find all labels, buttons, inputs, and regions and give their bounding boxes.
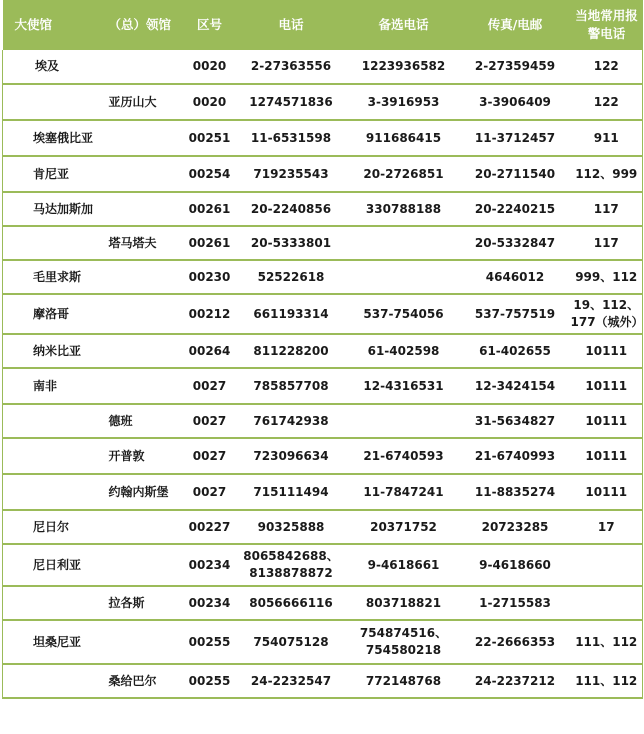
cell-area-code: 0020	[185, 84, 235, 120]
table-row	[3, 226, 643, 260]
cell-area-code: 00251	[185, 120, 235, 156]
cell-embassy: 尼日尔	[3, 510, 101, 544]
header-phone: 电话	[235, 0, 348, 50]
cell-alt-phone: 1223936582	[348, 50, 460, 84]
cell-embassy: 马达加斯加	[3, 192, 101, 226]
cell-fax-email: 21-6740993	[460, 438, 571, 474]
cell-fax-email: 61-402655	[460, 334, 571, 368]
cell-area-code: 00261	[185, 226, 235, 260]
cell-consulate	[101, 510, 185, 544]
cell-consulate: 约翰内斯堡	[101, 474, 185, 510]
cell-police: 10111	[571, 334, 643, 368]
cell-consulate	[101, 120, 185, 156]
cell-fax-email: 20-2240215	[460, 192, 571, 226]
cell-police: 122	[571, 50, 643, 84]
cell-consulate: 桑给巴尔	[101, 664, 185, 698]
table-row	[3, 664, 643, 698]
cell-fax-email: 11-8835274	[460, 474, 571, 510]
cell-police: 999、112	[571, 260, 643, 294]
header-row	[3, 0, 643, 50]
cell-phone: 719235543	[235, 156, 348, 192]
cell-area-code: 0027	[185, 438, 235, 474]
cell-area-code: 00234	[185, 544, 235, 586]
cell-police: 117	[571, 192, 643, 226]
table-row	[3, 120, 643, 156]
cell-alt-phone-line: 754580218	[365, 643, 442, 657]
cell-area-code: 00212	[185, 294, 235, 334]
cell-fax-email: 24-2237212	[460, 664, 571, 698]
cell-area-code: 00261	[185, 192, 235, 226]
cell-embassy	[3, 438, 101, 474]
header-alt-phone: 备选电话	[348, 0, 460, 50]
cell-phone: 811228200	[235, 334, 348, 368]
table-row	[3, 586, 643, 620]
cell-phone: 1274571836	[235, 84, 348, 120]
cell-embassy: 埃塞俄比亚	[3, 120, 101, 156]
cell-area-code: 00264	[185, 334, 235, 368]
cell-consulate	[101, 50, 185, 84]
cell-fax-email: 20723285	[460, 510, 571, 544]
cell-phone-line: 8138878872	[249, 566, 333, 580]
cell-area-code: 00254	[185, 156, 235, 192]
cell-area-code: 00234	[185, 586, 235, 620]
cell-alt-phone: 12-4316531	[348, 368, 460, 404]
cell-phone: 761742938	[235, 404, 348, 438]
cell-phone	[235, 544, 348, 586]
cell-police: 10111	[571, 474, 643, 510]
cell-consulate	[101, 620, 185, 664]
cell-police-line: 19、112、	[573, 298, 640, 312]
cell-phone: 24-2232547	[235, 664, 348, 698]
header-area-code: 区号	[185, 0, 235, 50]
header-embassy: 大使馆	[3, 0, 101, 50]
table-row	[3, 192, 643, 226]
table-row	[3, 84, 643, 120]
cell-fax-email: 22-2666353	[460, 620, 571, 664]
cell-consulate	[101, 368, 185, 404]
cell-embassy: 埃及	[3, 50, 101, 84]
cell-police: 10111	[571, 368, 643, 404]
table-row	[3, 544, 643, 586]
cell-alt-phone: 9-4618661	[348, 544, 460, 586]
cell-area-code: 00255	[185, 620, 235, 664]
cell-area-code: 0027	[185, 474, 235, 510]
cell-fax-email: 11-3712457	[460, 120, 571, 156]
cell-embassy: 毛里求斯	[3, 260, 101, 294]
cell-phone-line: 8065842688、	[243, 549, 339, 563]
cell-consulate: 塔马塔夫	[101, 226, 185, 260]
table-row	[3, 438, 643, 474]
cell-embassy	[3, 586, 101, 620]
cell-police	[571, 544, 643, 586]
cell-police: 17	[571, 510, 643, 544]
cell-phone: 785857708	[235, 368, 348, 404]
cell-phone: 723096634	[235, 438, 348, 474]
cell-fax-email: 4646012	[460, 260, 571, 294]
table-row	[3, 368, 643, 404]
cell-area-code: 00255	[185, 664, 235, 698]
cell-police	[571, 586, 643, 620]
cell-fax-email: 12-3424154	[460, 368, 571, 404]
cell-alt-phone	[348, 404, 460, 438]
cell-consulate: 开普敦	[101, 438, 185, 474]
cell-police: 111、112	[571, 664, 643, 698]
table-row	[3, 474, 643, 510]
cell-alt-phone: 330788188	[348, 192, 460, 226]
cell-embassy	[3, 404, 101, 438]
cell-consulate	[101, 156, 185, 192]
cell-embassy	[3, 84, 101, 120]
cell-fax-email: 537-757519	[460, 294, 571, 334]
cell-fax-email: 3-3906409	[460, 84, 571, 120]
cell-alt-phone	[348, 226, 460, 260]
cell-embassy: 纳米比亚	[3, 334, 101, 368]
table-row	[3, 50, 643, 84]
cell-phone: 11-6531598	[235, 120, 348, 156]
cell-police: 10111	[571, 404, 643, 438]
cell-alt-phone: 20371752	[348, 510, 460, 544]
cell-alt-phone: 61-402598	[348, 334, 460, 368]
cell-area-code: 00230	[185, 260, 235, 294]
cell-phone: 2-27363556	[235, 50, 348, 84]
header-consulate: （总）领馆	[101, 0, 185, 50]
cell-embassy: 尼日利亚	[3, 544, 101, 586]
cell-police: 117	[571, 226, 643, 260]
cell-consulate: 亚历山大	[101, 84, 185, 120]
cell-consulate	[101, 192, 185, 226]
cell-fax-email: 9-4618660	[460, 544, 571, 586]
cell-phone: 754075128	[235, 620, 348, 664]
cell-embassy: 坦桑尼亚	[3, 620, 101, 664]
embassy-contact-table	[2, 0, 643, 699]
cell-fax-email: 2-27359459	[460, 50, 571, 84]
table-row	[3, 510, 643, 544]
cell-alt-phone: 21-6740593	[348, 438, 460, 474]
cell-embassy	[3, 664, 101, 698]
cell-alt-phone: 803718821	[348, 586, 460, 620]
cell-police: 10111	[571, 438, 643, 474]
cell-alt-phone	[348, 260, 460, 294]
table-row	[3, 156, 643, 192]
cell-alt-phone: 11-7847241	[348, 474, 460, 510]
cell-alt-phone-line: 754874516、	[359, 626, 448, 640]
table-row	[3, 294, 643, 334]
cell-area-code: 00227	[185, 510, 235, 544]
table-row	[3, 620, 643, 664]
cell-phone: 715111494	[235, 474, 348, 510]
cell-consulate	[101, 544, 185, 586]
cell-police: 111、112	[571, 620, 643, 664]
cell-area-code: 0020	[185, 50, 235, 84]
cell-consulate	[101, 334, 185, 368]
cell-embassy	[3, 226, 101, 260]
table-row	[3, 334, 643, 368]
cell-phone: 20-5333801	[235, 226, 348, 260]
cell-fax-email: 20-5332847	[460, 226, 571, 260]
cell-police: 112、999	[571, 156, 643, 192]
cell-consulate	[101, 260, 185, 294]
cell-area-code: 0027	[185, 368, 235, 404]
cell-police: 122	[571, 84, 643, 120]
cell-alt-phone: 772148768	[348, 664, 460, 698]
cell-phone: 661193314	[235, 294, 348, 334]
cell-embassy	[3, 474, 101, 510]
cell-alt-phone: 537-754056	[348, 294, 460, 334]
cell-phone: 20-2240856	[235, 192, 348, 226]
cell-fax-email: 20-2711540	[460, 156, 571, 192]
cell-alt-phone: 3-3916953	[348, 84, 460, 120]
cell-phone: 90325888	[235, 510, 348, 544]
cell-police: 911	[571, 120, 643, 156]
cell-phone: 8056666116	[235, 586, 348, 620]
cell-fax-email: 31-5634827	[460, 404, 571, 438]
table-row	[3, 260, 643, 294]
cell-fax-email: 1-2715583	[460, 586, 571, 620]
cell-phone: 52522618	[235, 260, 348, 294]
cell-consulate	[101, 294, 185, 334]
table-body	[3, 50, 643, 698]
cell-alt-phone: 911686415	[348, 120, 460, 156]
cell-police-line: 177（城外）	[570, 315, 644, 329]
cell-area-code: 0027	[185, 404, 235, 438]
cell-alt-phone	[348, 620, 460, 664]
header-fax-email: 传真/电邮	[460, 0, 571, 50]
cell-consulate: 拉各斯	[101, 586, 185, 620]
cell-embassy: 肯尼亚	[3, 156, 101, 192]
table-row	[3, 404, 643, 438]
cell-embassy: 南非	[3, 368, 101, 404]
cell-consulate: 德班	[101, 404, 185, 438]
cell-embassy: 摩洛哥	[3, 294, 101, 334]
cell-police	[571, 294, 643, 334]
header-police: 当地常用报警电话	[571, 0, 643, 50]
cell-alt-phone: 20-2726851	[348, 156, 460, 192]
